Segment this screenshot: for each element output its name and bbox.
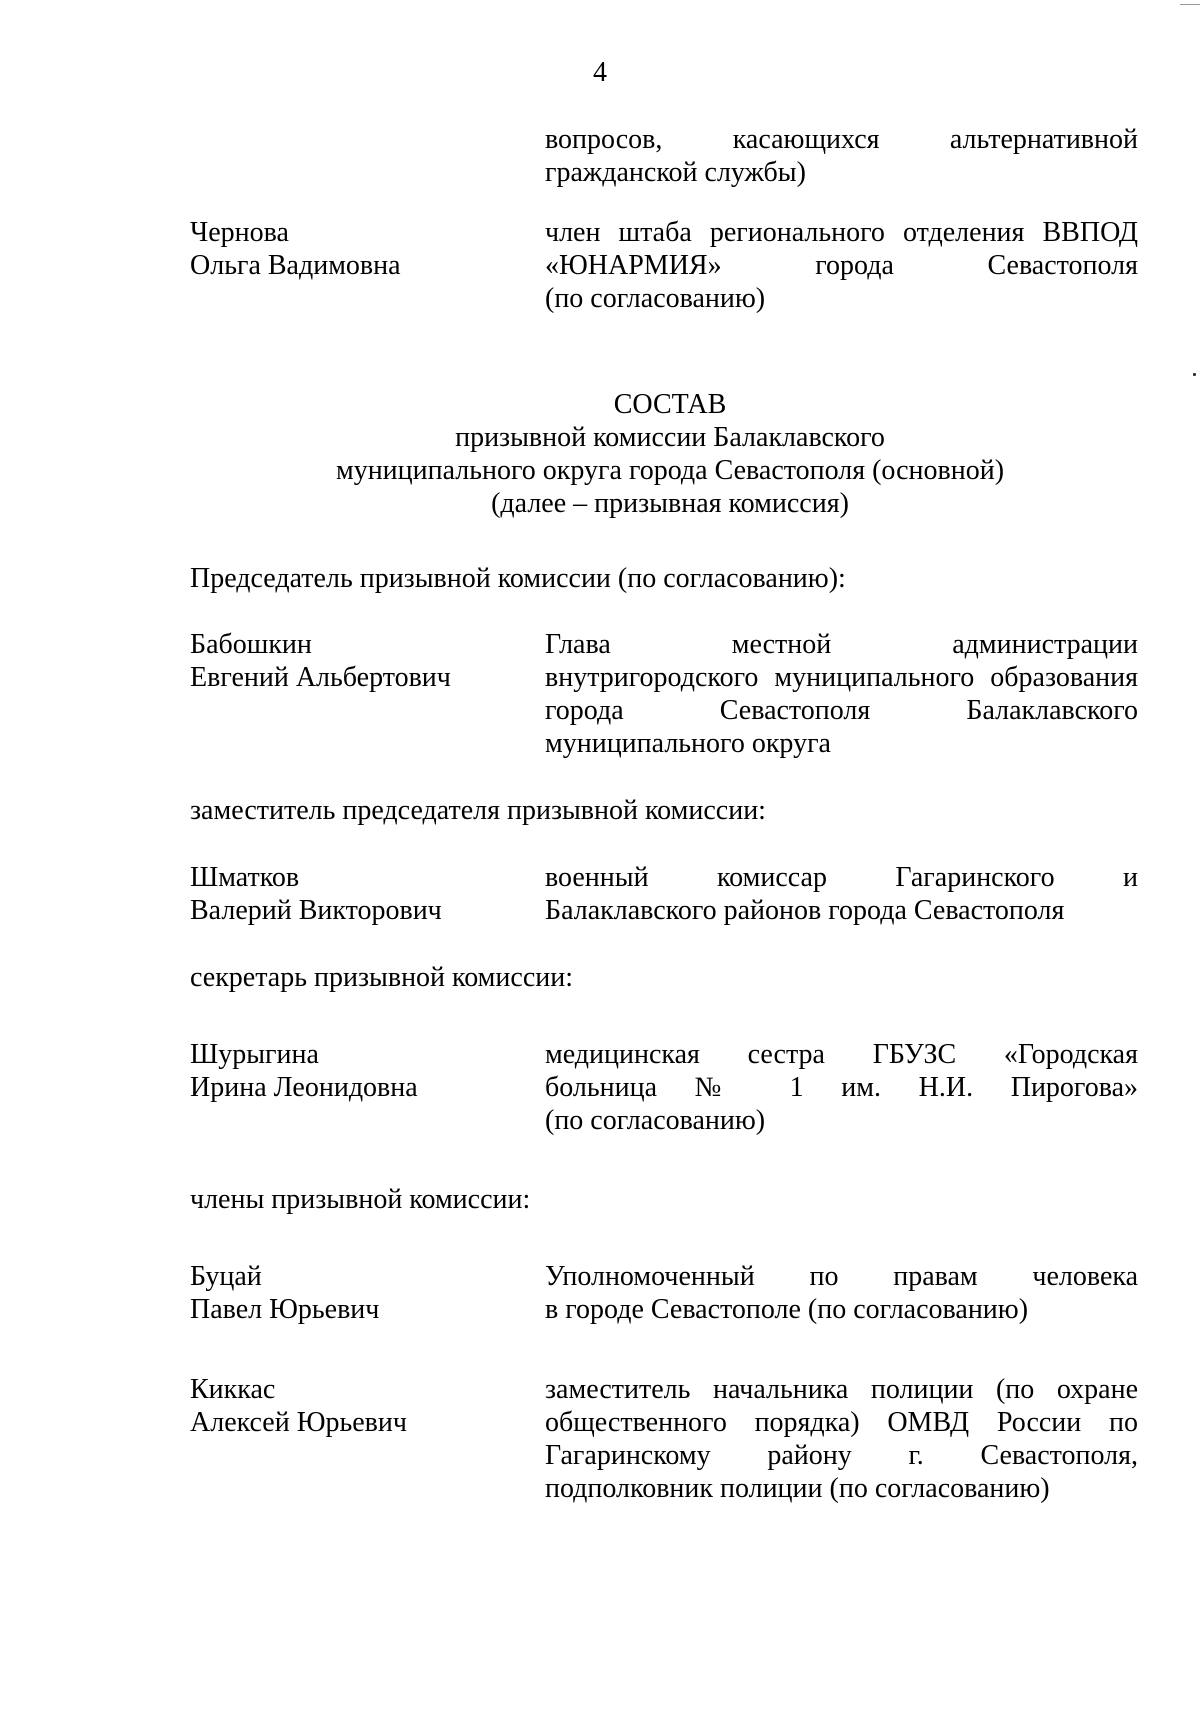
section-subtitle-line: (далее – призывная комиссия): [491, 488, 849, 519]
member-position-line: (по согласованию): [545, 283, 766, 314]
member-position-line: военный комиссар Гагаринского и: [545, 862, 1138, 893]
member-surname: Шматков: [190, 862, 300, 893]
member-position-line: Глава местной администрации: [545, 629, 1138, 660]
member-position-line: подполковник полиции (по согласованию): [545, 1473, 1050, 1504]
section-subtitle-line: муниципального округа города Севастополя (основной): [335, 455, 1005, 486]
prev-cont-line: вопросов, касающихся альтернативной: [545, 124, 1138, 155]
member-position-line: «ЮНАРМИЯ» города Севастополя: [545, 250, 1138, 281]
member-position-line: города Севастополя Балаклавского: [545, 695, 1138, 726]
member-surname: Чернова: [190, 217, 289, 248]
top-right-mark: [1180, 0, 1200, 5]
member-position-line: общественного порядка) ОМВД России по: [545, 1407, 1138, 1438]
member-position-line: (по согласованию): [545, 1105, 766, 1136]
member-position-line: Гагаринскому району г. Севастополя,: [545, 1440, 1138, 1471]
member-position-line: больница № 1 им. Н.И. Пирогова»: [545, 1072, 1138, 1103]
member-given-names: Алексей Юрьевич: [190, 1407, 407, 1438]
member-position-line: заместитель начальника полиции (по охране: [545, 1374, 1138, 1405]
member-position-line: муниципального округа: [545, 728, 831, 759]
member-given-names: Ирина Леонидовна: [190, 1072, 418, 1103]
member-position-line: Балаклавского районов города Севастополя: [545, 895, 1065, 926]
member-given-names: Валерий Викторович: [190, 895, 442, 926]
member-position-line: Уполномоченный по правам человека: [545, 1261, 1138, 1292]
role-label-deputy: заместитель председателя призывной комиссии:: [190, 795, 766, 826]
member-given-names: Евгений Альбертович: [190, 662, 451, 693]
member-position-line: медицинская сестра ГБУЗС «Городская: [545, 1039, 1138, 1070]
member-position-line: в городе Севастополе (по согласованию): [545, 1294, 1029, 1325]
section-subtitle-line: призывной комиссии Балаклавского: [455, 422, 885, 453]
section-title: СОСТАВ: [613, 389, 727, 420]
member-surname: Шурыгина: [190, 1039, 319, 1070]
member-position-line: член штаба регионального отделения ВВПОД: [545, 217, 1138, 248]
prev-cont-line: гражданской службы): [545, 157, 806, 188]
role-label-secretary: секретарь призывной комиссии:: [190, 962, 573, 993]
member-given-names: Павел Юрьевич: [190, 1294, 380, 1325]
member-surname: Киккас: [190, 1374, 276, 1405]
member-position-line: внутригородского муниципального образования: [545, 662, 1138, 693]
member-surname: Бабошкин: [190, 629, 312, 660]
member-given-names: Ольга Вадимовна: [190, 250, 401, 281]
role-label-chairman: Председатель призывной комиссии (по согласованию):: [190, 563, 846, 594]
page-number: 4: [593, 57, 607, 88]
role-label-members: члены призывной комиссии:: [190, 1184, 531, 1215]
margin-mark: [1193, 373, 1196, 376]
member-surname: Буцай: [190, 1261, 262, 1292]
